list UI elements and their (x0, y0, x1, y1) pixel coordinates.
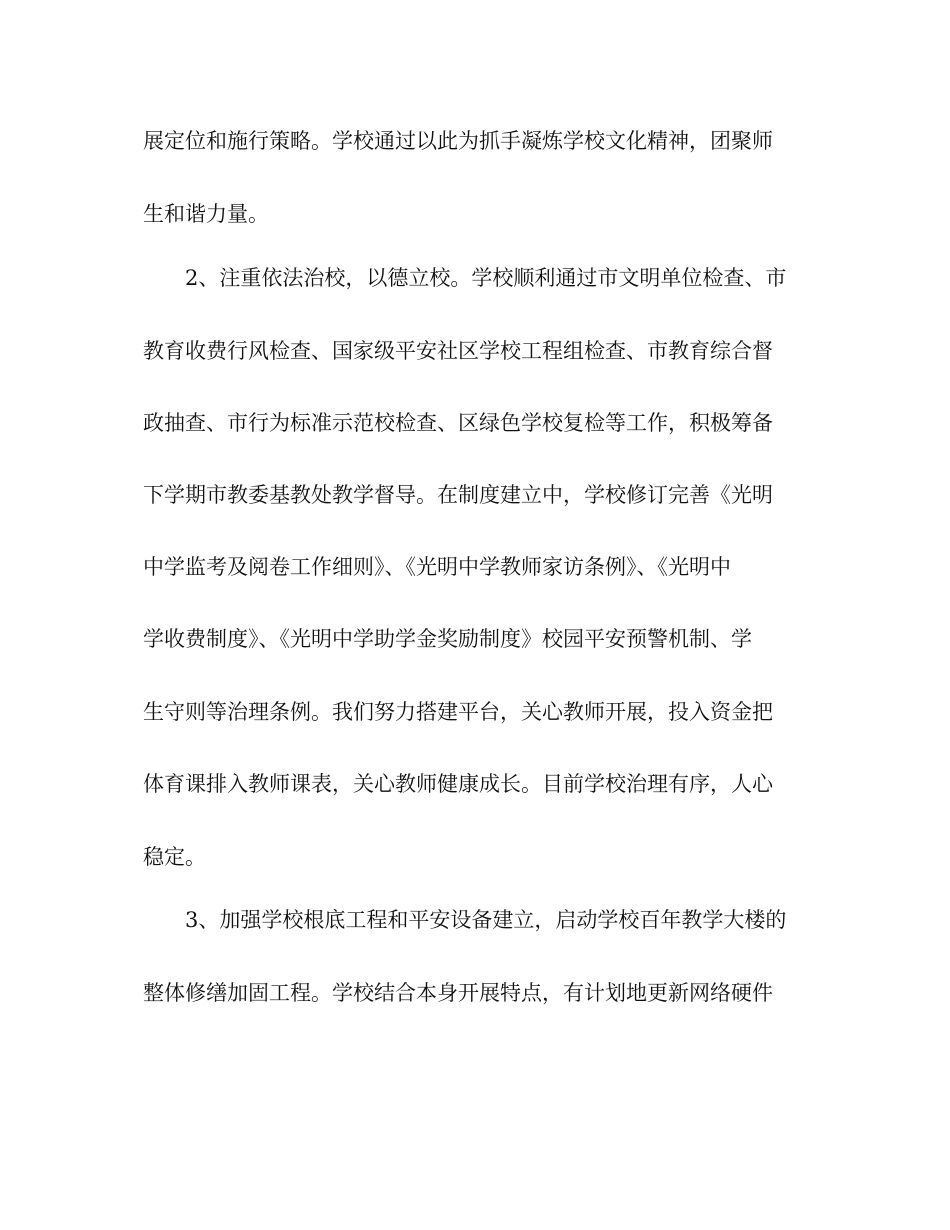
text-line: 展定位和施行策略。学校通过以此为抓手凝炼学校文化精神，团聚师 (143, 129, 773, 153)
text-line: 体育课排入教师课表，关心教师健康成长。目前学校治理有序，人心 (143, 772, 773, 796)
text-line: 中学监考及阅卷工作细则》、《光明中学教师家访条例》、《光明中 (143, 555, 731, 579)
text-line: 整体修缮加固工程。学校结合本身开展特点，有计划地更新网络硬件 (143, 981, 773, 1005)
paragraph-start-line: 2、注重依法治校，以德立校。学校顺利通过市文明单位检查、市 (185, 266, 787, 290)
text-line: 下学期市教委基教处教学督导。在制度建立中，学校修订完善《光明 (143, 483, 773, 507)
text-line: 生守则等治理条例。我们努力搭建平台，关心教师开展，投入资金把 (143, 700, 773, 724)
text-line: 稳定。 (143, 845, 206, 869)
text-line: 教育收费行风检查、国家级平安社区学校工程组检查、市教育综合督 (143, 339, 773, 363)
text-line: 生和谐力量。 (143, 202, 269, 226)
text-line: 学收费制度》、《光明中学助学金奖励制度》校园平安预警机制、学 (143, 627, 752, 651)
paragraph-start-line: 3、加强学校根底工程和平安设备建立，启动学校百年教学大楼的 (185, 908, 787, 932)
text-line: 政抽查、市行为标准示范校检查、区绿色学校复检等工作，积极筹备 (143, 411, 773, 435)
